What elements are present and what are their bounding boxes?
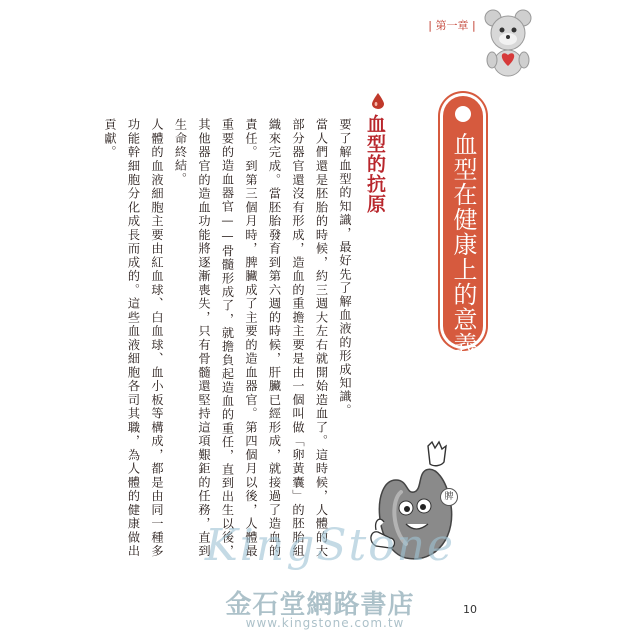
watermark-url: www.kingstone.com.tw	[245, 616, 405, 630]
paragraph: 要了解血型的知識，最好先了解血液的形成知識。	[338, 118, 352, 418]
section-heading: 血型的抗原	[364, 114, 386, 214]
chapter-title: 血型在健康上的意義	[449, 132, 477, 357]
paragraph: 當人們還是胚胎的時候，約三週大左右就開始造血了。這時候，人體的大部分器官還沒有形成，造血的重擔主要是由一個叫做「卵黃囊」的胚胎組織來完成。當胚胎發育到第六週的時候，肝臟已經形成，就接過了造血的責任。到第三個月時，脾臟成了主要的造血器官。第四個月以後，人體最重要的造血器官——骨髓形成了，就擔負起造血的重任，直到出生以後，其他器官的造血功能將逐漸喪失，只有骨髓還堅持這項艱鉅的任務，直到生命終結。	[173, 118, 329, 558]
banner-dot-icon	[455, 106, 471, 122]
page-number: 10	[463, 603, 477, 616]
spleen-label: 脾	[440, 488, 458, 506]
body-text	[98, 118, 357, 558]
chapter-label-text: 第一章	[435, 19, 469, 32]
watermark-name: 金石堂網路書店	[225, 590, 415, 620]
watermark-logo: KingStone	[204, 520, 456, 571]
bear-mascot	[483, 8, 533, 78]
chapter-label: | 第一章 |	[428, 19, 476, 32]
paragraph: 人體的血液細胞主要由紅血球、白血球、血小板等構成，都是由同一種多功能幹細胞分化成長而成的。這些血液細胞各司其職，為人體的健康做出貢獻。	[103, 118, 164, 558]
blood-drop-icon	[372, 93, 384, 109]
